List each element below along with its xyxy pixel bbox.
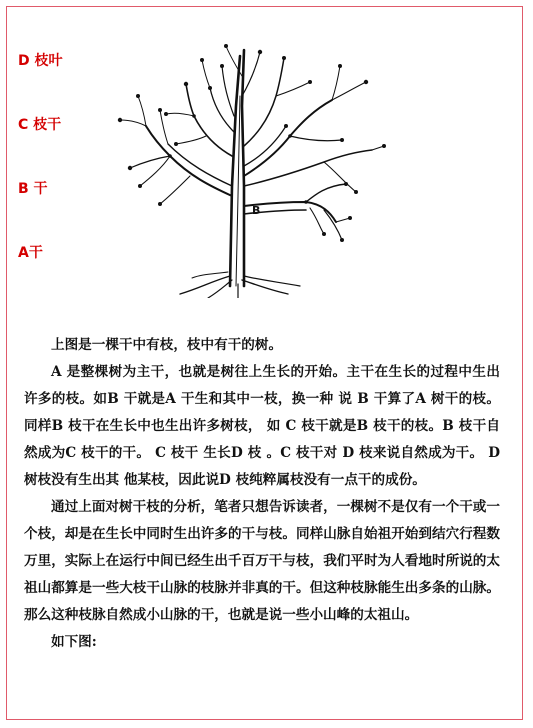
tree-b-marker: B: [252, 204, 261, 217]
label-b-trunk: B 干: [18, 181, 48, 197]
label-a-trunk: A干: [18, 245, 43, 261]
tree-illustration: [110, 36, 400, 298]
paragraph-intro: 上图是一棵干中有枝，枝中有干的树。: [51, 337, 283, 353]
label-c-branch-trunk: C 枝干: [18, 117, 62, 133]
paragraph-mountain-analogy: 通过上面对树干枝的分析，笔者只想告诉读者，一棵树不是仅有一个干或一个枝，却是在生长中同时生出许多的干与枝。同样山脉自始祖开始到结穴行程数万里，实际上在运行中间已经生出千百万干与枝，我们平时为人看地时所说的太祖山都算是一些大枝干山脉的枝脉并非真的干。但这种枝脉能生出多条的山脉。那么这种枝脉自然成小山脉的干，也就是说一些小山峰的太祖山。: [24, 499, 500, 623]
paragraph-trunk-analysis: A 是整棵树为主干，也就是树往上生长的开始。主干在生长的过程中生出许多的枝。如B 干就是A 干生和其中一枝，换一种 说 B 干算了A 树干的枝。同样B 枝干在生长中也生出许多树枝， 如 C 枝干就是B 枝干的枝。B 枝干自然成为C 枝干的干。 C 枝干 生长D 枝 。C 枝干对 D 枝来说自然成为干。 D 树枝没有生出其 他某枝，因此说D 枝纯粹属枝没有一点干的成份。: [24, 364, 500, 488]
paragraph-see-figure: 如下图:: [51, 634, 97, 650]
label-d-branch-leaf: D 枝叶: [18, 53, 63, 69]
article-body: [24, 332, 500, 656]
